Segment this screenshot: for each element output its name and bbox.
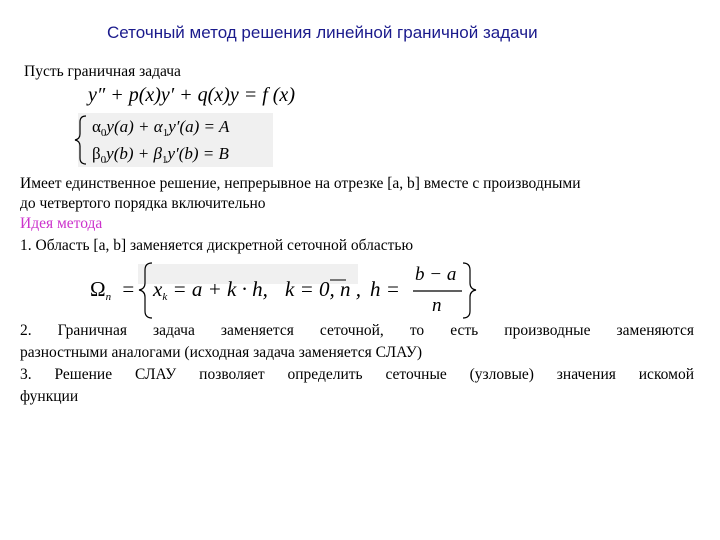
step-1-text: 1. Область [a, b] заменяется дискретной сеточной областью [20,237,414,254]
bc2-mid: y(b) + β [106,144,162,163]
alpha1-sub: 1 [162,127,169,139]
bc1-mid: y(a) + α [106,117,163,136]
beta1-sub: 1 [161,154,168,166]
bc1-rest: y′(a) = A [168,117,230,136]
grid-formula [90,277,134,303]
h-numerator: b − a [415,264,457,285]
step-3-line-2: функции [20,388,79,405]
intro-text: Пусть граничная задача [24,63,181,80]
grid-right-brace [463,263,476,318]
node-formula: = a + k · h, [172,277,268,301]
h-denominator: n [432,295,442,316]
omega-sub: n [105,291,112,303]
ode-equation: y″ + p(x)y′ + q(x)y = f (x) [88,84,295,106]
bc2-rest: y′(b) = B [167,144,229,163]
h-definition: h = [370,277,400,301]
order-text: до четвертого порядка включительно [20,195,266,212]
bc-line-2 [92,144,229,166]
bc-line-1 [92,117,229,139]
slide-title: Сеточный метод решения линейной граничной задачи [107,23,538,42]
omega-symbol: Ω [90,277,106,301]
step-2-line-2: разностными аналогами (исходная задача заменяется СЛАУ) [20,344,423,361]
k-range: k = 0, n , [285,277,361,301]
xk-symbol: x [153,277,163,301]
grid-node-definition [153,277,268,303]
beta0-symbol: β [92,144,101,163]
xk-sub: k [162,291,168,303]
beta0-sub: 0 [100,154,107,166]
step-2-line-1: 2. Граничная задача заменяется сеточной, то есть производные заменяются [20,322,694,339]
step-3-line-1: 3. Решение СЛАУ позволяет определить сеточные (узловые) значения искомой [20,366,694,383]
omega-equals: = [122,277,135,301]
method-idea-heading: Идея метода [20,215,103,232]
alpha0-sub: 0 [100,127,107,139]
unique-solution-text: Имеет единственное решение, непрерывное на отрезке [a, b] вместе с производными [20,175,581,192]
alpha0-symbol: α [92,117,101,136]
